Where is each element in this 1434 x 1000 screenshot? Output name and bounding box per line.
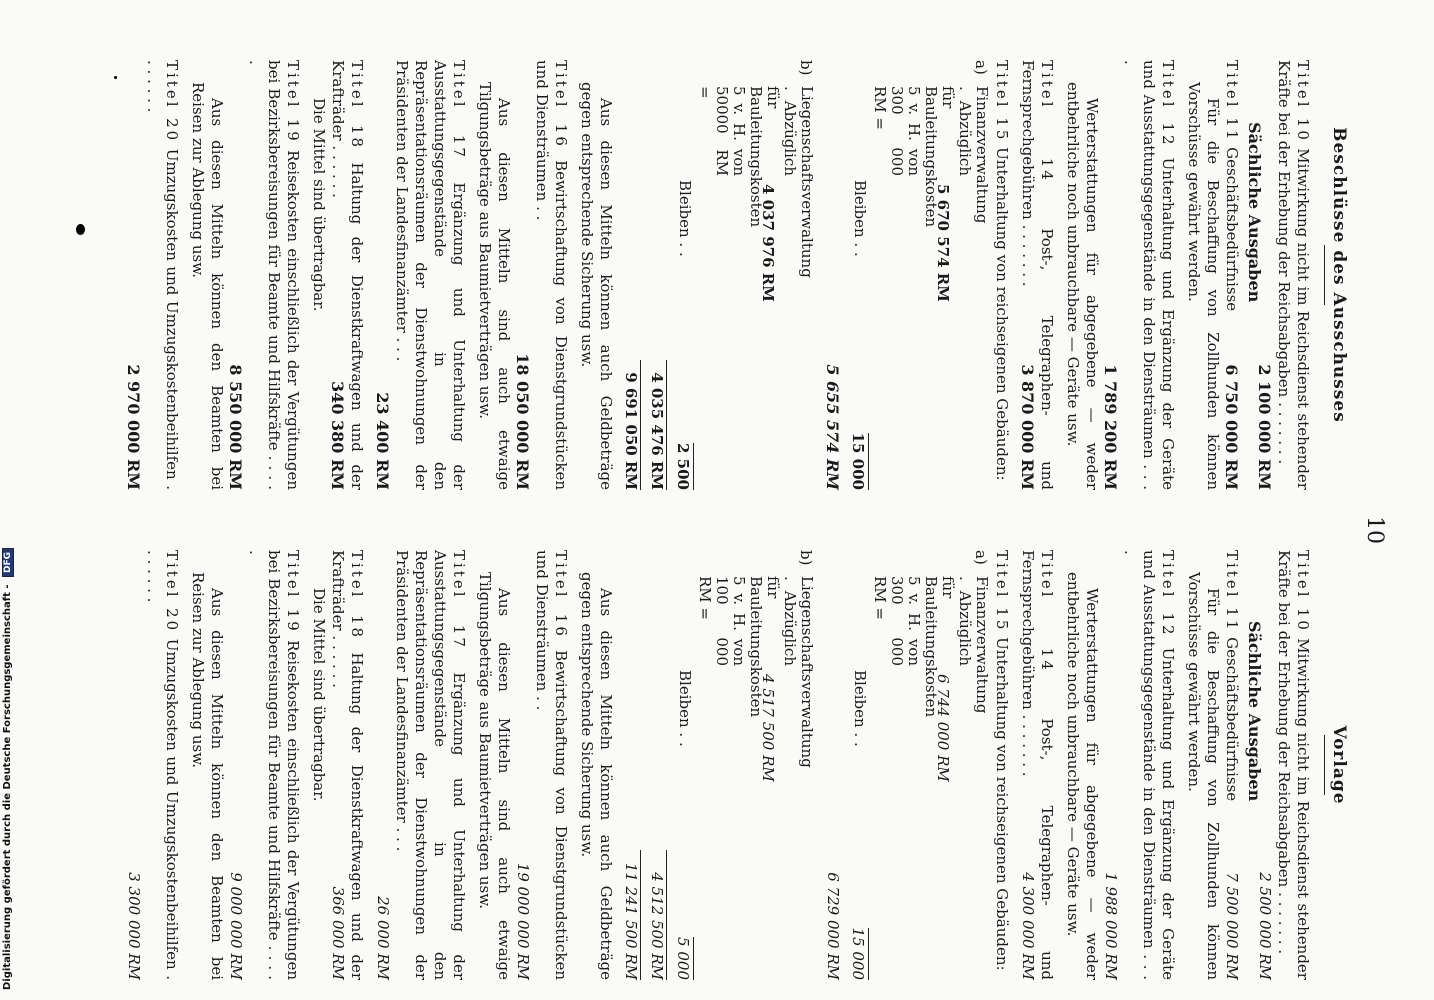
titel-note: Werterstattungen für abgegebene — weder entbehrliche noch unbrauchbare — Geräte usw. bbox=[1064, 572, 1101, 980]
titel-16 bbox=[475, 60, 570, 490]
dfg-logo: DFG bbox=[2, 548, 14, 577]
divider bbox=[1324, 735, 1325, 795]
titel-text: Unterhaltung und Ergänzung der Geräte und Ausstattungsgegenstände in den Diensträumen . . . . bbox=[1121, 550, 1177, 980]
sub-item-a bbox=[871, 550, 990, 980]
titel-note: Die Mittel sind übertragbar. bbox=[310, 588, 328, 802]
bleiben-label: Bleiben . . bbox=[676, 180, 694, 257]
titel-label: Titel 14 bbox=[1038, 550, 1056, 673]
titel-text: Unterhaltung und Ergänzung der Geräte und Ausstattungsgegenstände in den Diensträumen . . . . bbox=[1121, 60, 1177, 490]
titel-amount: 4 300 000 RM bbox=[1019, 872, 1037, 980]
bleiben-label: Bleiben . . bbox=[851, 180, 869, 257]
titel-19 bbox=[188, 60, 302, 490]
titel-label: Titel 12 bbox=[1159, 60, 1177, 148]
titel-label: Titel 19 bbox=[284, 550, 302, 634]
titel-note: Aus diesen Mitteln sind auch etwaige Tilgungsbeträge aus Baumietverträgen usw. bbox=[476, 82, 513, 490]
sub-item-a bbox=[871, 60, 990, 490]
titel-12 bbox=[1063, 550, 1177, 980]
titel-note: Für die Beschaffung von Zollhunden können Vorschüsse gewährt werden. bbox=[1185, 82, 1222, 490]
sub-label: b) bbox=[797, 550, 815, 566]
page-number: 10 bbox=[1362, 516, 1387, 544]
titel-amount: 7 500 000 RM bbox=[1223, 872, 1241, 980]
titel-12 bbox=[1063, 60, 1177, 490]
titel-note: Die Mittel sind übertragbar. bbox=[310, 98, 328, 312]
titel-label: Titel 18 bbox=[348, 60, 366, 151]
titel-text: Unterhaltung von reichseigenen Gebäuden: bbox=[993, 637, 1011, 971]
remaining-amount-row bbox=[647, 60, 667, 490]
titel-label: Titel 10 bbox=[1294, 550, 1312, 633]
sub-desc: Liegenschaftsverwaltung . Abzüglich für Bauleitungskosten 5 v. H. von 100 000 RM = bbox=[696, 576, 816, 768]
column-heading: Beschlüsse des Ausschusses bbox=[1329, 127, 1349, 423]
titel-14 bbox=[1018, 550, 1056, 980]
titel-note: Aus diesen Mitteln können auch Geldbeträge gegen entsprechende Sicherung usw. bbox=[578, 572, 615, 980]
sub-label: b) bbox=[797, 60, 815, 76]
column-beschluesse bbox=[117, 60, 1348, 490]
sub-desc: Liegenschaftsverwaltung . Abzüglich für Bauleitungskosten 5 v. H. von 50000 RM = bbox=[696, 86, 816, 278]
deduction-amount: 5 000 bbox=[674, 937, 692, 980]
titel-total-row bbox=[621, 60, 641, 490]
titel-18 bbox=[309, 60, 366, 490]
sub-label: a) bbox=[972, 550, 990, 565]
titel-amount: 2 100 000 RM bbox=[1255, 364, 1274, 490]
deduction-amount: 15 000 bbox=[849, 927, 867, 980]
column-vorlage bbox=[117, 550, 1348, 980]
titel-note: Aus diesen Mitteln können den Beamten bei Reisen zur Ablegung usw. bbox=[189, 82, 226, 490]
titel-label: Titel 11 bbox=[1223, 550, 1241, 633]
titel-label: Titel 10 bbox=[1294, 60, 1312, 143]
titel-note: Werterstattungen für abgegebene — weder entbehrliche noch unbrauchbare — Geräte usw. bbox=[1064, 82, 1101, 490]
titel-11 bbox=[1184, 550, 1241, 980]
section-heading: Sächliche Ausgaben bbox=[1245, 621, 1264, 802]
titel-amount: 19 000 000 RM bbox=[514, 862, 532, 980]
titel-label: Titel 15 bbox=[993, 550, 1011, 633]
document-page bbox=[114, 60, 1387, 1000]
titel-amount: 2 970 000 RM bbox=[124, 364, 143, 490]
titel-amount: 8 550 000 RM bbox=[226, 364, 245, 490]
remaining-amount: 4 512 500 RM bbox=[647, 850, 667, 980]
titel-16 bbox=[475, 550, 570, 980]
remaining-amount: 4 035 476 RM bbox=[647, 360, 667, 490]
titel-10 bbox=[1255, 60, 1312, 490]
titel-amount: 3 300 000 RM bbox=[125, 872, 143, 980]
titel-label: Titel 12 bbox=[1159, 550, 1177, 638]
digitization-credit bbox=[2, 548, 14, 990]
bleiben-label: Bleiben . . bbox=[851, 670, 869, 747]
titel-text: Bewirtschaftung von Dienstgrundstücken und Diensträumen . . bbox=[533, 550, 570, 981]
titel-label: Titel 20 bbox=[163, 550, 181, 634]
remaining-amount: 5 655 574 RM bbox=[823, 364, 842, 490]
titel-note: Für die Beschaffung von Zollhunden können Vorschüsse gewährt werden. bbox=[1185, 572, 1222, 980]
titel-10 bbox=[1256, 550, 1312, 980]
titel-total-row bbox=[621, 550, 641, 980]
titel-text: Umzugskosten und Umzugskostenbeihilfen . . . . . . . bbox=[144, 550, 181, 980]
bleiben-row bbox=[673, 670, 694, 980]
sub-desc: Finanzverwaltung . Abzüglich für Bauleitungskosten 5 v. H. von 300 000 RM = bbox=[871, 86, 991, 228]
bleiben-label: Bleiben . . bbox=[676, 670, 694, 747]
scan-speck bbox=[114, 76, 117, 79]
titel-note: Aus diesen Mitteln können den Beamten bei Reisen zur Ablegung usw. bbox=[189, 572, 226, 980]
sub-amount: 5 670 574 RM bbox=[934, 184, 952, 302]
titel-20 bbox=[124, 60, 181, 490]
bleiben-row bbox=[848, 180, 869, 490]
titel-label: Titel 16 bbox=[552, 550, 570, 639]
divider bbox=[1324, 245, 1325, 305]
titel-label: Titel 16 bbox=[552, 60, 570, 149]
titel-11 bbox=[1184, 60, 1241, 490]
titel-19 bbox=[188, 550, 302, 980]
titel-text: Reisekosten einschließlich der Vergütungen bei Bezirksbereisungen für Beamte und Hilfskräfte . . . . . bbox=[246, 550, 302, 980]
titel-text: Reisekosten einschließlich der Vergütungen bei Bezirksbereisungen für Beamte und Hilfskräfte . . . . . bbox=[246, 60, 302, 490]
titel-amount: 1 789 200 RM bbox=[1101, 364, 1120, 490]
sub-item-b bbox=[696, 550, 815, 980]
titel-text: Mitwirkung nicht im Reichsdienst stehender Kräfte bei der Erhebung der Reichsabgaben . . . . . . . bbox=[1275, 550, 1312, 980]
titel-20 bbox=[124, 550, 181, 980]
remaining-amount-row bbox=[647, 550, 667, 980]
titel-label: Titel 11 bbox=[1223, 60, 1241, 143]
column-heading: Vorlage bbox=[1329, 725, 1349, 805]
titel-text: Geschäftsbedürfnisse bbox=[1223, 147, 1241, 312]
titel-total: 11 241 500 RM bbox=[621, 850, 641, 980]
titel-15 bbox=[577, 550, 1011, 980]
titel-label: Titel 17 bbox=[450, 60, 468, 160]
titel-amount: 2 500 000 RM bbox=[1256, 872, 1274, 980]
titel-amount: 9 000 000 RM bbox=[227, 872, 245, 980]
titel-amount: 26 000 RM bbox=[374, 896, 392, 980]
titel-amount: 23 400 RM bbox=[373, 392, 392, 490]
deduction-amount: 15 000 bbox=[849, 432, 867, 490]
sub-item-b bbox=[696, 60, 815, 490]
titel-15 bbox=[577, 60, 1011, 490]
titel-text: Post-, Telegraphen- und Fernsprechgebühren . . . . . . . bbox=[1019, 550, 1056, 980]
titel-text: Haltung der Dienstkraftwagen und der Krafträder . . . . . . bbox=[329, 550, 366, 980]
titel-text: Unterhaltung von reichseigenen Gebäuden: bbox=[993, 147, 1011, 481]
titel-label: Titel 15 bbox=[993, 60, 1011, 143]
titel-label: Titel 17 bbox=[450, 550, 468, 650]
scan-speck bbox=[76, 224, 85, 235]
bleiben-row bbox=[848, 670, 869, 980]
titel-amount: 1 988 000 RM bbox=[1102, 872, 1120, 980]
titel-amount: 18 050 000 RM bbox=[513, 353, 532, 490]
titel-amount: 3 870 000 RM bbox=[1018, 364, 1037, 490]
titel-total: 9 691 050 RM bbox=[621, 360, 641, 490]
titel-14 bbox=[1018, 60, 1056, 490]
sub-amount: 6 744 000 RM bbox=[934, 674, 952, 782]
titel-text: Ergänzung und Unterhaltung der Ausstattungsgegenstände in den Repräsentationsräumen der Dienstwohnungen der Präsidenten der Landesfinanzämter . . . bbox=[393, 550, 468, 980]
titel-text: Umzugskosten und Umzugskostenbeihilfen . . . . . . . bbox=[144, 60, 181, 490]
titel-17 bbox=[373, 60, 468, 490]
titel-text: Ergänzung und Unterhaltung der Ausstattungsgegenstände in den Repräsentationsräumen der Dienstwohnungen der Präsidenten der Landesfinanzämter . . . bbox=[393, 60, 468, 490]
sub-amount: 4 517 500 RM bbox=[759, 674, 777, 782]
titel-amount: 366 000 RM bbox=[329, 886, 347, 980]
titel-amount: 6 750 000 RM bbox=[1222, 364, 1241, 490]
remaining-amount: 6 729 000 RM bbox=[824, 872, 842, 980]
titel-17 bbox=[373, 550, 468, 980]
titel-18 bbox=[309, 550, 366, 980]
titel-text: Post-, Telegraphen- und Fernsprechgebühren . . . . . . . bbox=[1019, 60, 1056, 490]
bleiben-row bbox=[673, 180, 694, 490]
sub-amount: 4 037 976 RM bbox=[759, 184, 777, 302]
titel-label: Titel 20 bbox=[163, 60, 181, 144]
titel-label: Titel 19 bbox=[284, 60, 302, 144]
titel-note: Aus diesen Mitteln sind auch etwaige Tilgungsbeträge aus Baumietverträgen usw. bbox=[476, 572, 513, 980]
titel-text: Haltung der Dienstkraftwagen und der Krafträder . . . . . . bbox=[329, 60, 366, 490]
titel-note: Aus diesen Mitteln können auch Geldbeträge gegen entsprechende Sicherung usw. bbox=[578, 82, 615, 490]
credit-text: Digitalisierung gefördert durch die Deutsche Forschungsgemeinschaft - bbox=[2, 584, 13, 990]
titel-text: Bewirtschaftung von Dienstgrundstücken und Diensträumen . . bbox=[533, 60, 570, 491]
sub-label: a) bbox=[972, 60, 990, 75]
titel-text: Geschäftsbedürfnisse bbox=[1223, 637, 1241, 802]
deduction-amount: 2 500 bbox=[674, 443, 692, 490]
titel-label: Titel 18 bbox=[348, 550, 366, 641]
sub-desc: Finanzverwaltung . Abzüglich für Bauleitungskosten 5 v. H. von 300 000 RM = bbox=[871, 576, 991, 718]
titel-label: Titel 14 bbox=[1038, 60, 1056, 183]
titel-text: Mitwirkung nicht im Reichsdienst stehender Kräfte bei der Erhebung der Reichsabgaben . . . . . . . bbox=[1275, 60, 1312, 490]
titel-amount: 340 380 RM bbox=[328, 381, 347, 490]
section-heading: Sächliche Ausgaben bbox=[1245, 122, 1264, 303]
